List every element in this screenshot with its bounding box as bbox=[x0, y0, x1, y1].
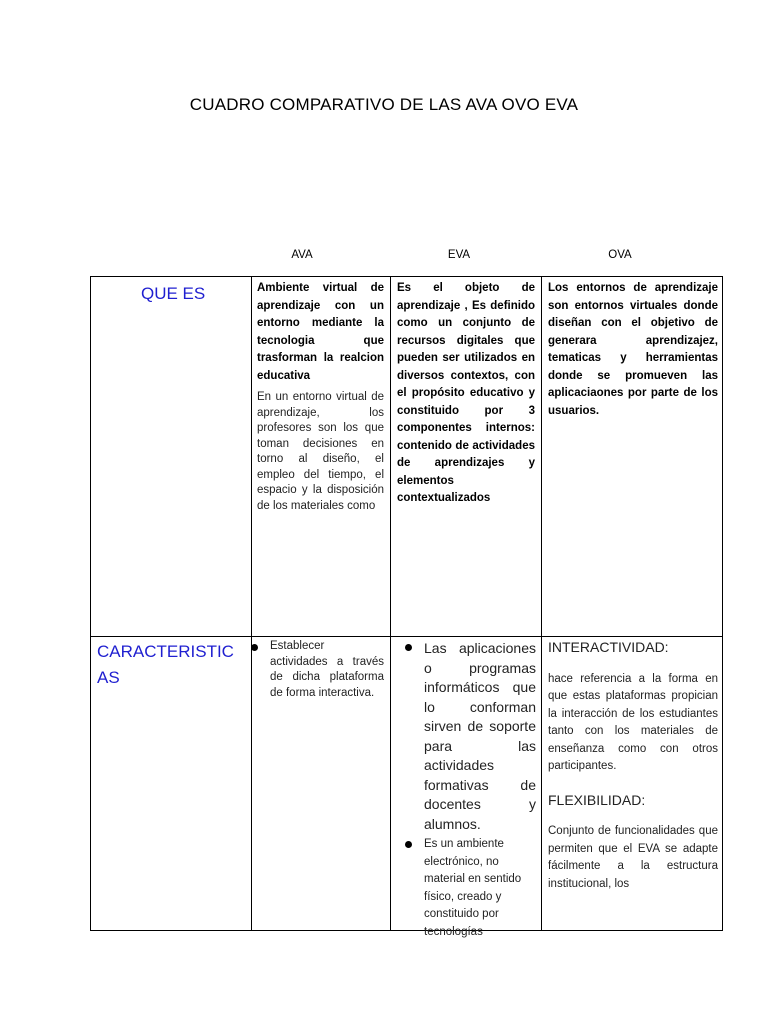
row-label-que-es: QUE ES bbox=[141, 284, 206, 303]
cell-caracteristicas-eva bbox=[424, 639, 536, 941]
ova-interactividad-text: hace referencia a la forma en que estas plataformas propician la interacción de los estudiantes tanto con los materiales de enseñanza como con otros participantes. bbox=[548, 672, 718, 772]
eva-characteristic-bullet-1: Las aplicaciones o programas informáticos que lo conforman sirven de soporte para las actividades formativas de docentes y alumnos. bbox=[424, 639, 536, 834]
cell-que-es-eva: Es el objeto de aprendizaje , Es definido como un conjunto de recursos digitales que pueden ser utilizados en diversos contextos, con el propósito educativo y constituido por 3 componentes internos: contenido de actividades de aprendizajes y elementos contextualizados bbox=[397, 282, 535, 504]
ova-heading-interactividad: INTERACTIVIDAD: bbox=[548, 639, 669, 655]
ava-characteristic-bullet: Establecer actividades a través de dicha plataforma de forma interactiva. bbox=[270, 639, 384, 701]
column-divider bbox=[251, 277, 252, 930]
column-header-ava: AVA bbox=[291, 249, 313, 261]
column-header-eva: EVA bbox=[447, 249, 471, 261]
row-divider bbox=[91, 636, 722, 637]
cell-caracteristicas-ova bbox=[548, 639, 718, 893]
ava-definition-bold: Ambiente virtual de aprendizaje con un entorno mediante la tecnologia que trasforman la realcion educativa bbox=[257, 282, 384, 382]
column-divider bbox=[541, 277, 542, 930]
cell-que-es-ava bbox=[257, 280, 384, 514]
eva-characteristic-bullet-2: Es un ambiente electrónico, no material en sentido físico, creado y constituido por tecnologías bbox=[424, 836, 536, 941]
cell-que-es-ova: Los entornos de aprendizaje son entornos virtuales donde diseñan con el objetivo de generara aprendizajez, tematicas y herramientas donde se promueven las aplicaciaones por parte de los usuarios. bbox=[548, 282, 718, 417]
row-label-caracteristicas: CARACTERISTICAS bbox=[97, 642, 234, 687]
ava-definition-detail: En un entorno virtual de aprendizaje, los profesores son los que toman decisiones en torno al diseño, el empleo del tiempo, el espacio y la disposición de los materiales como bbox=[257, 391, 384, 512]
ova-heading-flexibilidad: FLEXIBILIDAD: bbox=[548, 791, 646, 808]
column-header-ova: OVA bbox=[608, 249, 632, 261]
column-divider bbox=[390, 277, 391, 930]
cell-caracteristicas-ava bbox=[270, 639, 384, 701]
comparison-table bbox=[90, 276, 723, 938]
ova-flexibilidad-text: Conjunto de funcionalidades que permiten que el EVA se adapte fácilmente a la estructura institucional, los bbox=[548, 825, 718, 890]
document-title: CUADRO COMPARATIVO DE LAS AVA OVO EVA bbox=[189, 95, 579, 114]
